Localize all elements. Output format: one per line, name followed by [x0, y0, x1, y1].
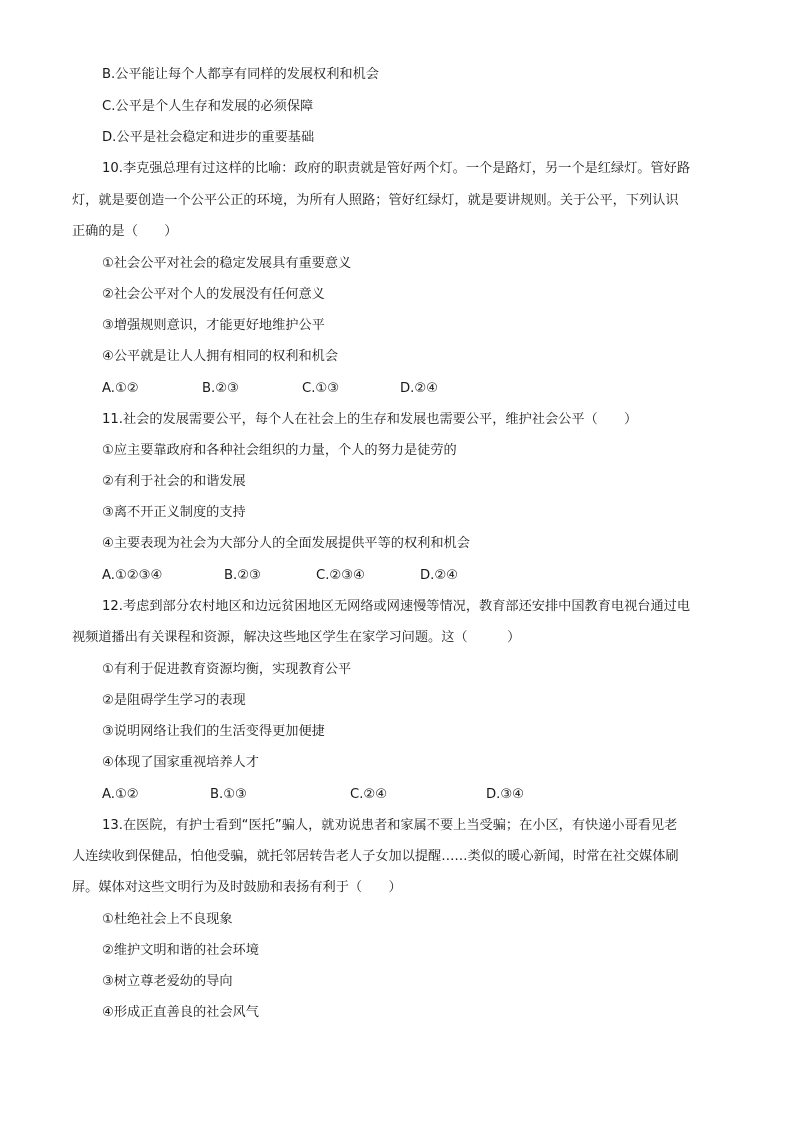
q11-choice-c: C.②③④ — [316, 568, 365, 583]
q10-item-4: ④公平就是让人人拥有相同的权利和机会 — [102, 349, 339, 364]
q9-option-c: C.公平是个人生存和发展的必须保障 — [102, 99, 314, 114]
q12-item-4: ④体现了国家重视培养人才 — [102, 755, 259, 770]
q12-item-2: ②是阻碍学生学习的表现 — [102, 693, 246, 708]
q12-stem-line2: 视频道播出有关课程和资源，解决这些地区学生在家学习问题。这（ ） — [72, 630, 521, 645]
q11-item-2: ②有利于社会的和谐发展 — [102, 474, 246, 489]
q13-item-4: ④形成正直善良的社会风气 — [102, 1005, 259, 1020]
q13-stem-line2: 人连续收到保健品，怕他受骗，就托邻居转告老人子女加以提醒……类似的暖心新闻，时常在社交媒体刷 — [72, 849, 679, 864]
q10-stem-line1: 10.李克强总理有过这样的比喻：政府的职责就是管好两个灯。一个是路灯，另一个是红绿灯。管好路 — [102, 161, 691, 176]
q10-item-3: ③增强规则意识，才能更好地维护公平 — [102, 318, 325, 333]
q12-stem-line1: 12.考虑到部分农村地区和边远贫困地区无网络或网速慢等情况，教育部还安排中国教育电视台通过电 — [102, 599, 691, 614]
q13-item-2: ②维护文明和谐的社会环境 — [102, 943, 259, 958]
q13-item-3: ③树立尊老爱幼的导向 — [102, 974, 233, 989]
q11-choice-d: D.②④ — [420, 568, 458, 583]
q10-stem-line3: 正确的是（ ） — [72, 224, 178, 239]
q13-stem-line1: 13.在医院，有护士看到“医托”骗人，就劝说患者和家属不要上当受骗；在小区，有快递小哥看见老 — [102, 818, 678, 833]
q12-choice-d: D.③④ — [486, 787, 524, 802]
q9-option-d: D.公平是社会稳定和进步的重要基础 — [102, 130, 315, 145]
q11-item-3: ③离不开正义制度的支持 — [102, 505, 246, 520]
q10-choice-c: C.①③ — [302, 381, 340, 396]
q10-choice-b: B.②③ — [202, 381, 239, 396]
q12-choice-b: B.①③ — [210, 787, 247, 802]
q11-choice-a: A.①②③④ — [102, 568, 163, 583]
q11-stem-line1: 11.社会的发展需要公平，每个人在社会上的生存和发展也需要公平，维护社会公平（ ） — [102, 412, 638, 427]
q10-stem-line2: 灯，就是要创造一个公平公正的环境，为所有人照路；管好红绿灯，就是要讲规则。关于公平，下列认识 — [72, 193, 679, 208]
q11-item-1: ①应主要靠政府和各种社会组织的力量，个人的努力是徒劳的 — [102, 443, 457, 458]
q13-item-1: ①杜绝社会上不良现象 — [102, 912, 233, 927]
q10-choice-d: D.②④ — [400, 381, 438, 396]
q10-item-2: ②社会公平对个人的发展没有任何意义 — [102, 287, 325, 302]
q11-item-4: ④主要表现为社会为大部分人的全面发展提供平等的权利和机会 — [102, 536, 470, 551]
q10-choice-a: A.①② — [102, 381, 139, 396]
q13-stem-line3: 屏。媒体对这些文明行为及时鼓励和表扬有利于（ ） — [72, 880, 402, 895]
q10-item-1: ①社会公平对社会的稳定发展具有重要意义 — [102, 256, 352, 271]
q12-item-1: ①有利于促进教育资源均衡，实现教育公平 — [102, 662, 352, 677]
q11-choice-b: B.②③ — [224, 568, 261, 583]
q9-option-b: B.公平能让每个人都享有同样的发展权利和机会 — [102, 67, 379, 82]
q12-choice-a: A.①② — [102, 787, 139, 802]
q12-choice-c: C.②④ — [350, 787, 388, 802]
q12-item-3: ③说明网络让我们的生活变得更加便捷 — [102, 724, 325, 739]
